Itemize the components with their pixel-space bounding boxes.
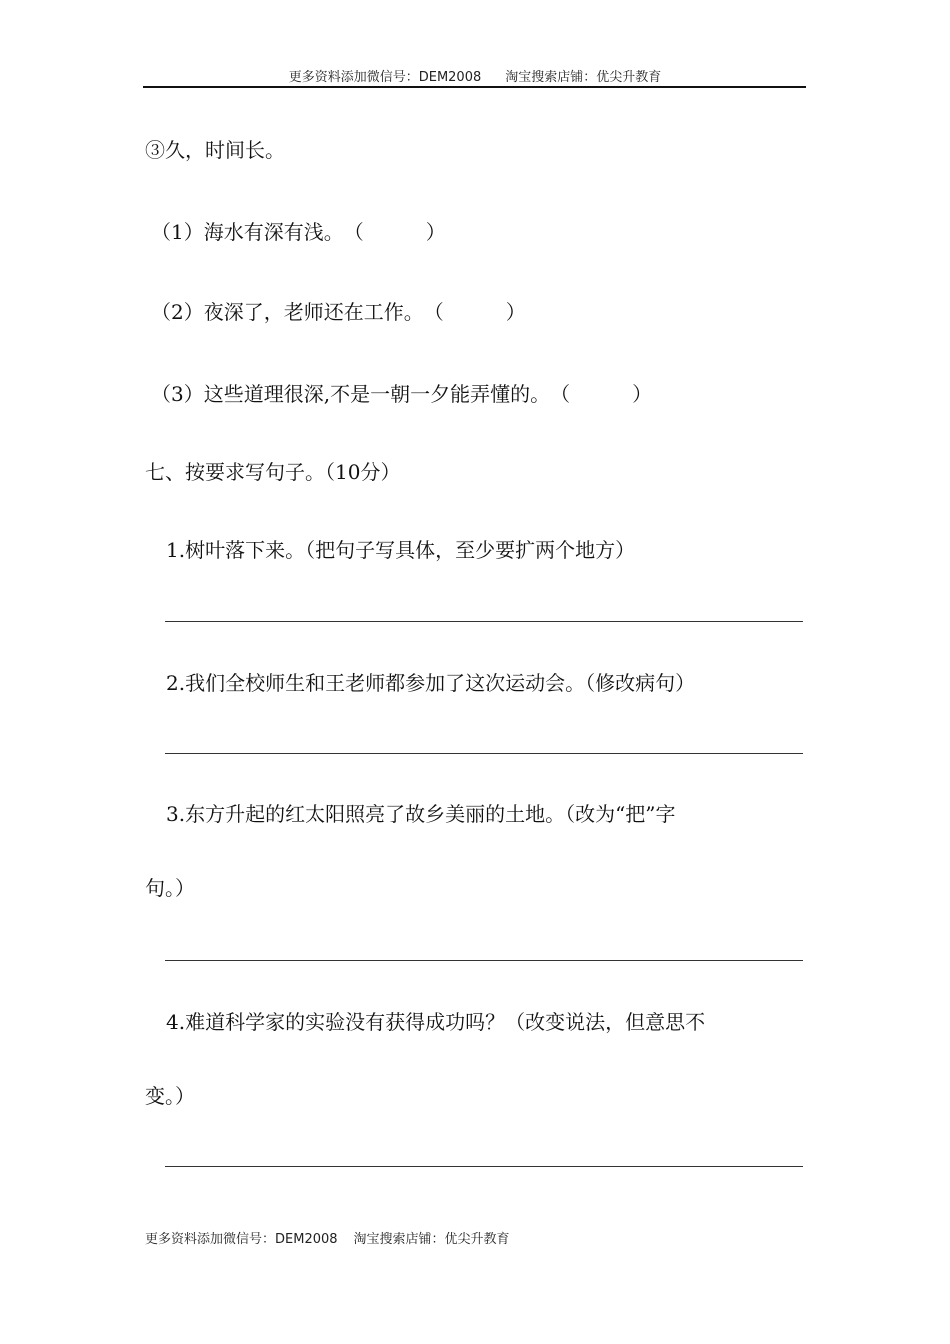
subquestion-text: （3）这些道理很深,不是一朝一夕能弄懂的。 xyxy=(151,382,551,406)
subquestion-1 xyxy=(151,220,446,244)
question-1: 1.树叶落下来。（把句子写具体，至少要扩两个地方） xyxy=(166,538,636,562)
answer-line-1[interactable] xyxy=(165,621,803,622)
question-4-line-1: 4.难道科学家的实验没有获得成功吗？（改变说法，但意思不 xyxy=(166,1010,706,1034)
answer-paren[interactable]: （ ） xyxy=(423,300,526,324)
question-2: 2.我们全校师生和王老师都参加了这次运动会。（修改病句） xyxy=(166,671,696,695)
answer-paren[interactable]: （ ） xyxy=(343,220,446,244)
subquestion-3 xyxy=(151,382,652,406)
header-shop: 淘宝搜索店铺：优尖升教育 xyxy=(505,70,662,85)
question-3-line-2: 句。） xyxy=(145,876,195,900)
header-wechat: 更多资料添加微信号：DEM2008 xyxy=(288,70,482,85)
page-header xyxy=(0,66,950,85)
footer-shop: 淘宝搜索店铺：优尖升教育 xyxy=(353,1232,510,1247)
meaning-option-3: ③久，时间长。 xyxy=(145,138,285,162)
question-4-line-2: 变。） xyxy=(145,1084,195,1108)
header-rule xyxy=(143,86,806,88)
subquestion-text: （1）海水有深有浅。 xyxy=(151,220,344,244)
answer-line-4[interactable] xyxy=(165,1166,803,1167)
answer-line-3[interactable] xyxy=(165,960,803,961)
question-3-line-1: 3.东方升起的红太阳照亮了故乡美丽的土地。（改为“把”字 xyxy=(166,802,676,826)
footer-wechat: 更多资料添加微信号：DEM2008 xyxy=(145,1232,338,1247)
page-footer xyxy=(145,1228,510,1247)
section-7-title: 七、按要求写句子。（10分） xyxy=(145,460,401,484)
subquestion-2 xyxy=(151,300,526,324)
subquestion-text: （2）夜深了，老师还在工作。 xyxy=(151,300,424,324)
answer-line-2[interactable] xyxy=(165,753,803,754)
answer-paren[interactable]: （ ） xyxy=(550,382,653,406)
